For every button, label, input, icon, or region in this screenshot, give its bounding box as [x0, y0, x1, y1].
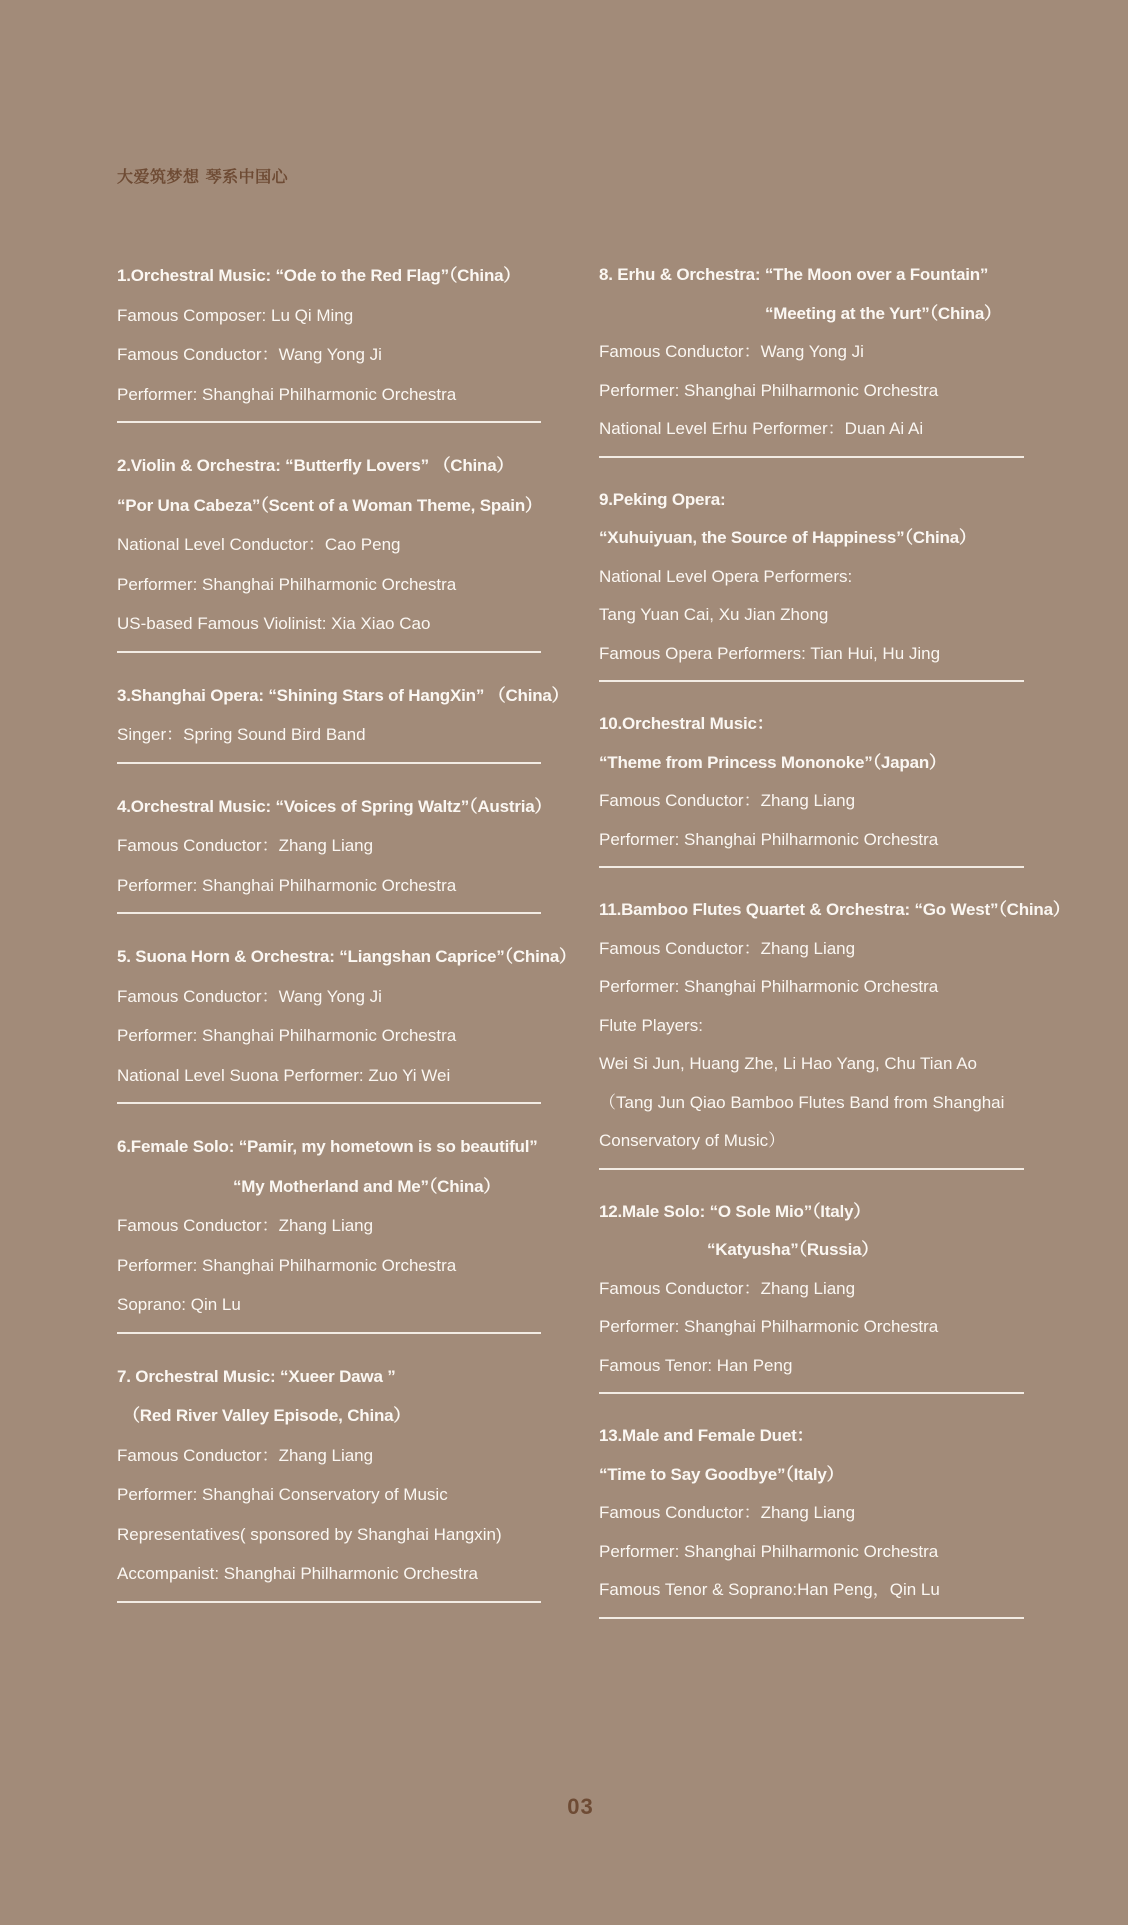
- program-detail: Famous Conductor：Zhang Liang: [117, 836, 374, 855]
- program-subtitle: “Meeting at the Yurt”（China）: [765, 303, 1001, 323]
- program-title: 8. Erhu & Orchestra: “The Moon over a Fountain”: [599, 265, 989, 284]
- program-subtitle: “Time to Say Goodbye”（Italy）: [599, 1464, 844, 1484]
- program-column-right: [599, 256, 1099, 1619]
- program-detail: Tang Yuan Cai, Xu Jian Zhong: [599, 605, 829, 624]
- page-number: 03: [567, 1794, 594, 1819]
- program-detail: US-based Famous Violinist: Xia Xiao Cao: [117, 614, 431, 633]
- program-item-10: [599, 705, 1024, 868]
- program-item-6: [117, 1127, 541, 1334]
- program-detail: Famous Conductor：Zhang Liang: [117, 1216, 374, 1235]
- program-detail: Famous Conductor：Wang Yong Ji: [117, 986, 382, 1006]
- program-detail: Singer：Spring Sound Bird Band: [117, 725, 366, 744]
- program-detail: Flute Players:: [599, 1015, 703, 1035]
- program-detail: Performer: Shanghai Philharmonic Orchestra: [117, 1026, 457, 1045]
- program-detail: Famous Conductor：Wang Yong Ji: [117, 345, 382, 364]
- program-detail: Famous Conductor：Zhang Liang: [599, 1278, 856, 1298]
- program-detail: Famous Conductor：Zhang Liang: [599, 938, 856, 958]
- program-detail: National Level Suona Performer: Zuo Yi Wei: [117, 1065, 451, 1085]
- program-detail: Famous Conductor：Wang Yong Ji: [599, 342, 864, 361]
- program-detail: Accompanist: Shanghai Philharmonic Orchestra: [117, 1564, 478, 1583]
- program-detail: National Level Conductor：Cao Peng: [117, 535, 401, 554]
- program-detail: Performer: Shanghai Philharmonic Orchestra: [599, 829, 939, 849]
- program-detail: Famous Conductor：Zhang Liang: [599, 791, 856, 810]
- program-detail: Performer: Shanghai Philharmonic Orchestra: [599, 977, 939, 996]
- program-item-7: [117, 1357, 541, 1603]
- program-detail: National Level Erhu Performer：Duan Ai Ai: [599, 419, 924, 438]
- program-detail: （Tang Jun Qiao Bamboo Flutes Band from Shanghai: [599, 1092, 1005, 1112]
- program-subtitle: “Xuhuiyuan, the Source of Happiness”（China）: [599, 528, 976, 547]
- program-detail: National Level Opera Performers:: [599, 566, 853, 586]
- program-item-5: [117, 937, 576, 1104]
- program-detail: Famous Conductor：Zhang Liang: [599, 1503, 856, 1522]
- program-detail: Performer: Shanghai Philharmonic Orchestra: [117, 574, 457, 594]
- program-item-9: [599, 481, 1024, 683]
- program-detail: Famous Opera Performers: Tian Hui, Hu Jing: [599, 643, 941, 663]
- program-title: 1.Orchestral Music: “Ode to the Red Flag”（China）: [117, 266, 521, 285]
- program-detail: Performer: Shanghai Philharmonic Orchestra: [117, 875, 457, 895]
- program-detail: Performer: Shanghai Philharmonic Orchestra: [117, 1255, 457, 1275]
- program-item-4: [117, 787, 552, 915]
- program-detail: Performer: Shanghai Philharmonic Orchestra: [599, 380, 939, 400]
- program-title: 6.Female Solo: “Pamir, my hometown is so beautiful”: [117, 1137, 538, 1156]
- program-item-11: [599, 891, 1070, 1170]
- program-title: 7. Orchestral Music: “Xueer Dawa ”: [117, 1366, 396, 1386]
- program-detail: Performer: Shanghai Philharmonic Orchestra: [599, 1317, 939, 1336]
- program-detail: Performer: Shanghai Philharmonic Orchestra: [117, 384, 457, 404]
- program-detail: Performer: Shanghai Conservatory of Music: [117, 1485, 448, 1504]
- program-item-13: [599, 1417, 1024, 1619]
- program-item-1: [117, 256, 541, 423]
- program-subtitle: “My Motherland and Me”（China）: [233, 1176, 501, 1196]
- program-title: 4.Orchestral Music: “Voices of Spring Waltz”（Austria）: [117, 796, 552, 816]
- program-detail: Famous Tenor & Soprano:Han Peng，Qin Lu: [599, 1580, 940, 1599]
- program-title: 3.Shanghai Opera: “Shining Stars of HangXin” （China）: [117, 685, 569, 705]
- program-detail: Famous Tenor: Han Peng: [599, 1355, 793, 1375]
- program-item-12: [599, 1193, 1024, 1395]
- program-title: 10.Orchestral Music：: [599, 714, 774, 733]
- program-item-3: [117, 676, 569, 764]
- program-title: 11.Bamboo Flutes Quartet & Orchestra: “Go West”（China）: [599, 900, 1070, 919]
- program-detail: Conservatory of Music）: [599, 1131, 786, 1150]
- program-title: 13.Male and Female Duet：: [599, 1426, 814, 1445]
- program-detail: Soprano: Qin Lu: [117, 1295, 241, 1314]
- program-subtitle: （Red River Valley Episode, China）: [123, 1406, 411, 1425]
- program-detail: Performer: Shanghai Philharmonic Orchestra: [599, 1541, 939, 1561]
- program-title: 9.Peking Opera:: [599, 489, 726, 509]
- program-detail: Representatives( sponsored by Shanghai Hangxin): [117, 1524, 502, 1544]
- program-detail: Famous Composer: Lu Qi Ming: [117, 305, 354, 325]
- program-title: 2.Violin & Orchestra: “Butterfly Lovers” （China）: [117, 456, 514, 475]
- program-title: 12.Male Solo: “O Sole Mio”（Italy）: [599, 1201, 871, 1221]
- program-title: 5. Suona Horn & Orchestra: “Liangshan Caprice”（China）: [117, 947, 576, 966]
- program-item-8: [599, 256, 1024, 458]
- program-column-left: [117, 256, 577, 1603]
- program-subtitle: “Por Una Cabeza”（Scent of a Woman Theme, Spain）: [117, 495, 542, 515]
- program-detail: Famous Conductor：Zhang Liang: [117, 1445, 374, 1465]
- program-item-2: [117, 446, 541, 653]
- program-subtitle: “Katyusha”（Russia）: [707, 1240, 879, 1259]
- program-subtitle: “Theme from Princess Mononoke”（Japan）: [599, 752, 946, 772]
- page-header: 大爱筑梦想 琴系中国心: [117, 167, 289, 186]
- program-detail: Wei Si Jun, Huang Zhe, Li Hao Yang, Chu Tian Ao: [599, 1054, 978, 1073]
